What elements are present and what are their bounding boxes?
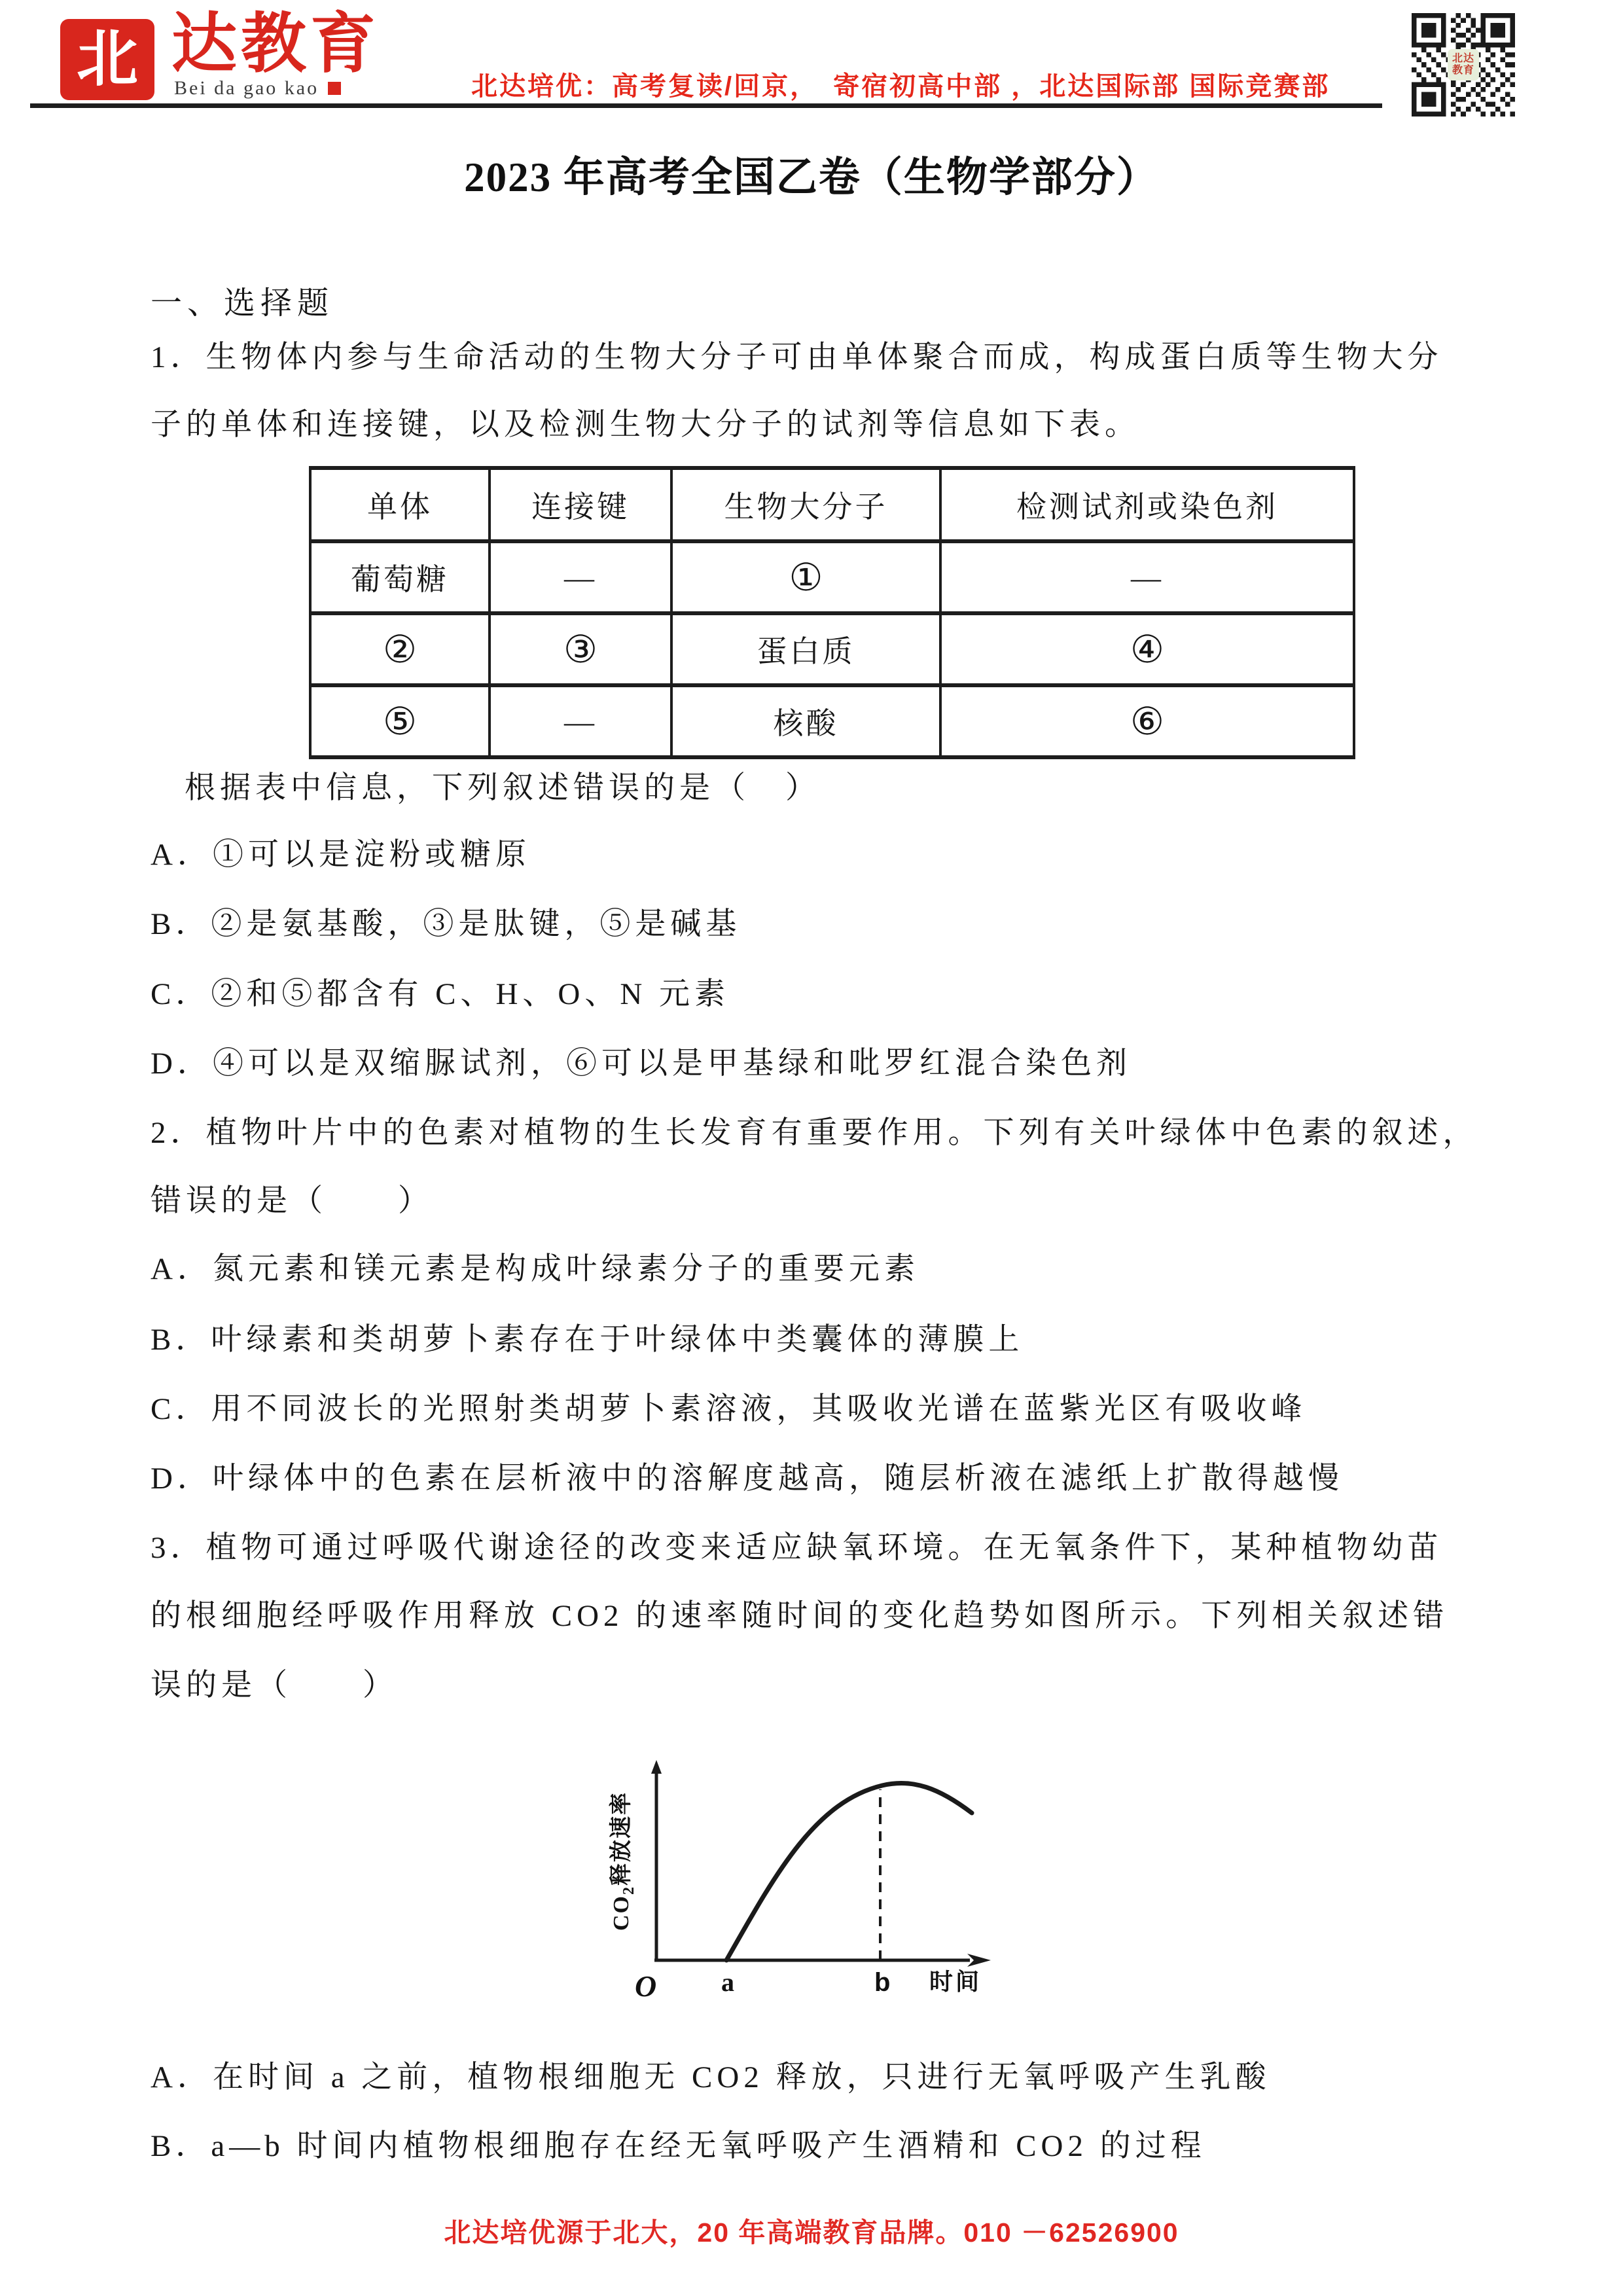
table-row — [310, 541, 1354, 613]
x-axis-arrow-icon — [967, 1954, 991, 1967]
q3-option-b: B．a—b 时间内植物根细胞存在经无氧呼吸产生酒精和 CO2 的过程 — [151, 2129, 1206, 2163]
brand-name-calligraphy: 达教育 — [171, 8, 380, 81]
header-divider — [30, 103, 1382, 108]
co2-release-curve — [726, 1783, 972, 1960]
x-axis-title: 时间 — [929, 1969, 982, 1995]
q2-option-b: B．叶绿素和类胡萝卜素存在于叶绿体中类囊体的薄膜上 — [151, 1323, 1024, 1357]
brand-seal-icon — [62, 21, 152, 98]
table-cell: 蛋白质 — [671, 613, 940, 685]
table-header-cell: 生物大分子 — [671, 468, 940, 541]
table-cell: 核酸 — [671, 685, 940, 757]
table-row — [310, 685, 1354, 757]
q3-stem-line: 的根细胞经呼吸作用释放 CO2 的速率随时间的变化趋势如图所示。下列相关叙述错 — [151, 1599, 1449, 1633]
q3-co2-rate-chart — [589, 1759, 1034, 2041]
q1-stem-line: 1．生物体内参与生命活动的生物大分子可由单体聚合而成，构成蛋白质等生物大分 — [151, 340, 1443, 374]
table-cell: ⑤ — [310, 685, 490, 757]
table-cell: ② — [310, 613, 490, 685]
table-cell: ① — [671, 541, 940, 613]
table-cell: 葡萄糖 — [310, 541, 490, 613]
qr-code-icon — [1410, 13, 1516, 117]
table-header-cell: 单体 — [310, 468, 490, 541]
qr-center-label: 北达 教育 — [1448, 49, 1479, 81]
q1-option-d: D．④可以是双缩脲试剂，⑥可以是甲基绿和吡罗红混合染色剂 — [151, 1047, 1132, 1081]
q2-stem-line: 错误的是（ ） — [151, 1184, 433, 1218]
table-header-row — [310, 468, 1354, 541]
table-header-cell: 检测试剂或染色剂 — [940, 468, 1354, 541]
brand-subtitle-text: Bei da gao kao — [174, 77, 319, 99]
q1-option-b: B．②是氨基酸，③是肽键，⑤是碱基 — [151, 907, 741, 941]
q2-option-c: C．用不同波长的光照射类胡萝卜素溶液，其吸收光谱在蓝紫光区有吸收峰 — [151, 1392, 1307, 1426]
q2-stem-line: 2．植物叶片中的色素对植物的生长发育有重要作用。下列有关叶绿体中色素的叙述， — [151, 1116, 1478, 1150]
table-cell: ⑥ — [940, 685, 1354, 757]
y-axis-title: $CO_2$释放速率 — [609, 1791, 637, 1931]
table-cell: ③ — [490, 613, 671, 685]
x-tick-label-a: a — [721, 1967, 734, 1997]
brand-subtitle — [174, 77, 341, 99]
q2-option-d: D．叶绿体中的色素在层析液中的溶解度越高，随层析液在滤纸上扩散得越慢 — [151, 1462, 1344, 1496]
q3-stem-line: 3．植物可通过呼吸代谢途径的改变来适应缺氧环境。在无氧条件下，某种植物幼苗 — [151, 1531, 1443, 1565]
q3-option-a: A．在时间 a 之前，植物根细胞无 CO2 释放，只进行无氧呼吸产生乳酸 — [151, 2060, 1271, 2094]
table-cell: ④ — [940, 613, 1354, 685]
x-tick-label-b: b — [874, 1968, 891, 1997]
origin-label: O — [635, 1969, 657, 2003]
header-slogan: 北达培优：高考复读/回京， 寄宿初高中部 ，北达国际部 国际竞赛部 — [471, 72, 1330, 101]
footer-banner: 北达培优源于北大，20 年高端教育品牌。010 －62526900 — [444, 2217, 1179, 2248]
brand-subtitle-square-icon — [328, 82, 341, 95]
q2-option-a: A．氮元素和镁元素是构成叶绿素分子的重要元素 — [151, 1252, 919, 1286]
q1-monomer-table — [309, 466, 1355, 759]
table-cell: — — [940, 541, 1354, 613]
q1-option-c: C．②和⑤都含有 C、H、O、N 元素 — [151, 977, 730, 1011]
section-heading: 一、选择题 — [151, 286, 334, 321]
y-axis-arrow-icon — [651, 1760, 662, 1774]
brand-seal-char: 北 — [76, 26, 138, 94]
table-cell: — — [490, 541, 671, 613]
q1-stem-line: 子的单体和连接键，以及检测生物大分子的试剂等信息如下表。 — [151, 408, 1140, 442]
table-row — [310, 613, 1354, 685]
q1-question-line: 根据表中信息，下列叙述错误的是（ ） — [185, 771, 821, 805]
page-title: 2023 年高考全国乙卷（生物学部分） — [464, 154, 1159, 200]
q3-stem-line: 误的是（ ） — [151, 1668, 398, 1702]
table-cell: — — [490, 685, 671, 757]
q1-option-a: A．①可以是淀粉或糖原 — [151, 838, 531, 872]
table-header-cell: 连接键 — [490, 468, 671, 541]
